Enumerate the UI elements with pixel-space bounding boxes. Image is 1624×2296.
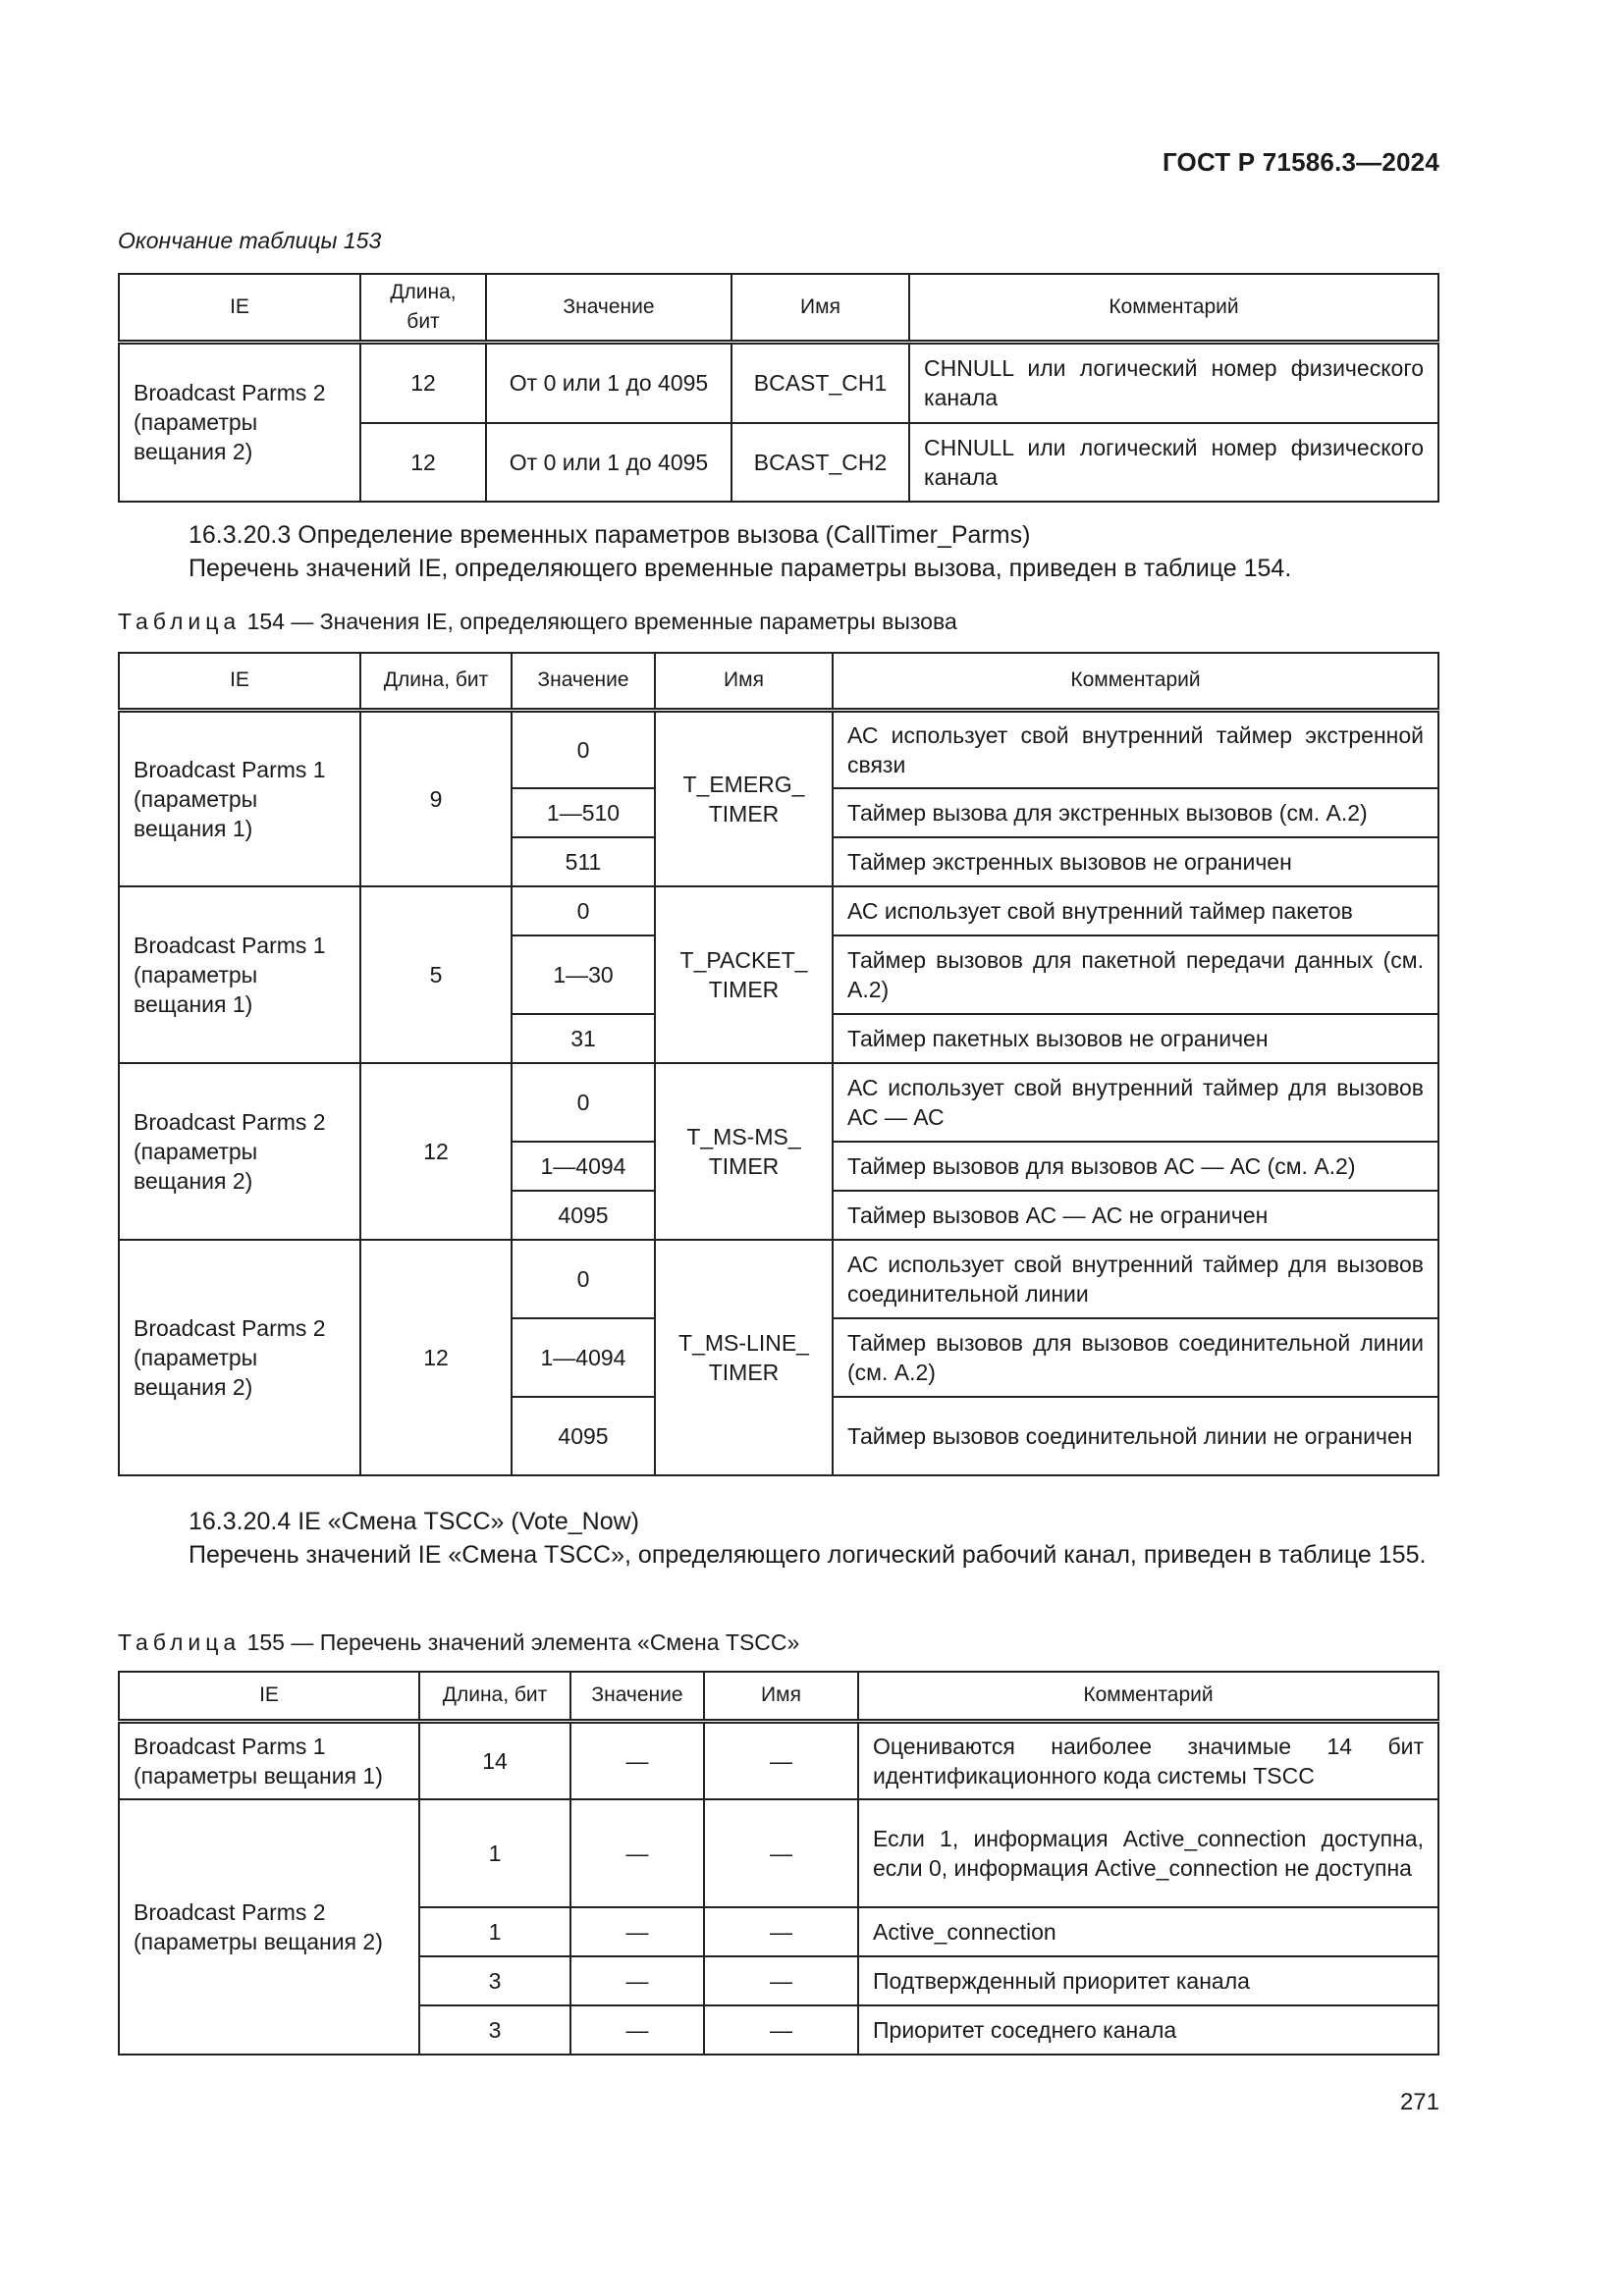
table-cell-comment: Оцениваются наиболее значимые 14 бит идентификационного кода системы TSCC: [858, 1721, 1438, 1799]
table-cell-value: 31: [512, 1014, 655, 1063]
col-header-length: Длина, бит: [360, 653, 512, 710]
page-number: 271: [1399, 2089, 1439, 2115]
table-cell-length: 12: [360, 423, 486, 502]
col-header-comment: Комментарий: [833, 653, 1438, 710]
table-cell-ie: Broadcast Parms 1 (параметры вещания 1): [119, 1721, 419, 1799]
table-cell-name: T_PACKET_ TIMER: [655, 886, 833, 1063]
section-text-16-3-20-3: Перечень значений IE, определяющего временные параметры вызова, приведен в таблице 154.: [189, 555, 1292, 582]
col-header-length: Длина, бит: [419, 1672, 570, 1721]
table-cell-ie: Broadcast Parms 2 (параметры вещания 2): [119, 1240, 360, 1475]
table-cell-name: T_MS-LINE_ TIMER: [655, 1240, 833, 1475]
table-155: [118, 1671, 1439, 2056]
caption-word: Таблица: [118, 1629, 242, 1655]
table-cell-name: —: [704, 1907, 858, 1956]
col-header-name: Имя: [731, 274, 909, 343]
table-cell-value: 4095: [512, 1191, 655, 1240]
table-cell-comment: Таймер вызовов для вызовов АС — АС (см. А.2): [833, 1142, 1438, 1191]
table-cell-value: 4095: [512, 1397, 655, 1475]
table-cell-length: 12: [360, 1240, 512, 1475]
table-cell-comment: АС использует свой внутренний таймер экстренной связи: [833, 710, 1438, 788]
table-cell-value: 1—510: [512, 788, 655, 837]
col-header-name: Имя: [704, 1672, 858, 1721]
table-cell-comment: АС использует свой внутренний таймер пакетов: [833, 886, 1438, 935]
table-cell-value: 0: [512, 1240, 655, 1318]
table-cell-value: От 0 или 1 до 4095: [486, 423, 731, 502]
table-cell-comment: АС использует свой внутренний таймер для вызовов соединительной линии: [833, 1240, 1438, 1318]
col-header-ie: IE: [119, 653, 360, 710]
col-header-value: Значение: [512, 653, 655, 710]
table-cell-value: —: [570, 1799, 704, 1907]
table-cell-value: От 0 или 1 до 4095: [486, 343, 731, 423]
caption-word: Таблица: [118, 609, 242, 634]
col-header-comment: Комментарий: [909, 274, 1438, 343]
col-header-ie: IE: [119, 274, 360, 343]
table-cell-comment: Таймер вызовов для вызовов соединительной линии (см. А.2): [833, 1318, 1438, 1397]
table-cell-value: 1—4094: [512, 1142, 655, 1191]
table-cell-value: 511: [512, 837, 655, 886]
table-cell-comment: АС использует свой внутренний таймер для вызовов АС — АС: [833, 1063, 1438, 1142]
table-cell-name: BCAST_CH2: [731, 423, 909, 502]
table-cell-value: 0: [512, 886, 655, 935]
table-cell-name: —: [704, 2005, 858, 2055]
table-cell-name: —: [704, 1799, 858, 1907]
table-cell-comment: Таймер пакетных вызовов не ограничен: [833, 1014, 1438, 1063]
col-header-ie: IE: [119, 1672, 419, 1721]
table-cell-comment: Если 1, информация Active_connection доступна, если 0, информация Active_connection не доступна: [858, 1799, 1438, 1907]
caption-text: 155 — Перечень значений элемента «Смена TSCC»: [246, 1629, 800, 1655]
table-cell-comment: CHNULL или логический номер физического канала: [909, 423, 1438, 502]
table-cell-ie: Broadcast Parms 1 (параметры вещания 1): [119, 710, 360, 886]
table-155-caption: [118, 1629, 799, 1656]
table-cell-length: 1: [419, 1907, 570, 1956]
table-cell-ie: Broadcast Parms 2 (параметры вещания 2): [119, 1063, 360, 1240]
table-cell-name: T_EMERG_ TIMER: [655, 710, 833, 886]
table-cell-comment: Таймер вызовов для пакетной передачи данных (см. А.2): [833, 935, 1438, 1014]
table-cell-ie: Broadcast Parms 1 (параметры вещания 1): [119, 886, 360, 1063]
caption-text: 154 — Значения IE, определяющего временные параметры вызова: [246, 609, 957, 634]
document-code: ГОСТ Р 71586.3—2024: [1162, 147, 1439, 177]
col-header-comment: Комментарий: [858, 1672, 1438, 1721]
table-cell-comment: Active_connection: [858, 1907, 1438, 1956]
table-cell-comment: Таймер вызова для экстренных вызовов (см. А.2): [833, 788, 1438, 837]
table-cell-comment: Таймер вызовов соединительной линии не ограничен: [833, 1397, 1438, 1475]
table-cell-value: 0: [512, 710, 655, 788]
col-header-value: Значение: [570, 1672, 704, 1721]
table-cell-length: 12: [360, 343, 486, 423]
table-cell-comment: Приоритет соседнего канала: [858, 2005, 1438, 2055]
col-header-value: Значение: [486, 274, 731, 343]
table-continuation-caption: Окончание таблицы 153: [118, 228, 382, 253]
table-cell-ie: Broadcast Parms 2 (параметры вещания 2): [119, 343, 360, 502]
table-cell-comment: CHNULL или логический номер физического канала: [909, 343, 1438, 423]
section-title-16-3-20-4: 16.3.20.4 IE «Смена TSCC» (Vote_Now): [189, 1508, 639, 1535]
table-cell-comment: Таймер экстренных вызовов не ограничен: [833, 837, 1438, 886]
section-title-16-3-20-3: 16.3.20.3 Определение временных параметров вызова (CallTimer_Parms): [189, 521, 1031, 549]
table-cell-length: 12: [360, 1063, 512, 1240]
table-cell-name: —: [704, 1956, 858, 2005]
table-cell-value: 1—30: [512, 935, 655, 1014]
section-text-16-3-20-4: Перечень значений IE «Смена TSCC», определяющего логический рабочий канал, приведен в таблице 155.: [189, 1541, 1427, 1569]
table-cell-length: 1: [419, 1799, 570, 1907]
table-cell-length: 9: [360, 710, 512, 886]
table-cell-name: T_MS-MS_ TIMER: [655, 1063, 833, 1240]
table-153-end: [118, 273, 1439, 503]
table-cell-value: 1—4094: [512, 1318, 655, 1397]
table-cell-value: 0: [512, 1063, 655, 1142]
table-cell-length: 3: [419, 2005, 570, 2055]
table-cell-name: BCAST_CH1: [731, 343, 909, 423]
table-cell-value: —: [570, 1721, 704, 1799]
table-cell-value: —: [570, 1956, 704, 2005]
table-cell-name: —: [704, 1721, 858, 1799]
table-cell-length: 5: [360, 886, 512, 1063]
table-cell-length: 14: [419, 1721, 570, 1799]
col-header-length: Длина, бит: [360, 274, 486, 343]
table-cell-ie: Broadcast Parms 2 (параметры вещания 2): [119, 1799, 419, 2055]
table-154: [118, 652, 1439, 1476]
table-cell-comment: Таймер вызовов АС — АС не ограничен: [833, 1191, 1438, 1240]
table-cell-comment: Подтвержденный приоритет канала: [858, 1956, 1438, 2005]
table-cell-length: 3: [419, 1956, 570, 2005]
col-header-name: Имя: [655, 653, 833, 710]
table-cell-value: —: [570, 1907, 704, 1956]
table-154-caption: [118, 609, 957, 635]
table-cell-value: —: [570, 2005, 704, 2055]
